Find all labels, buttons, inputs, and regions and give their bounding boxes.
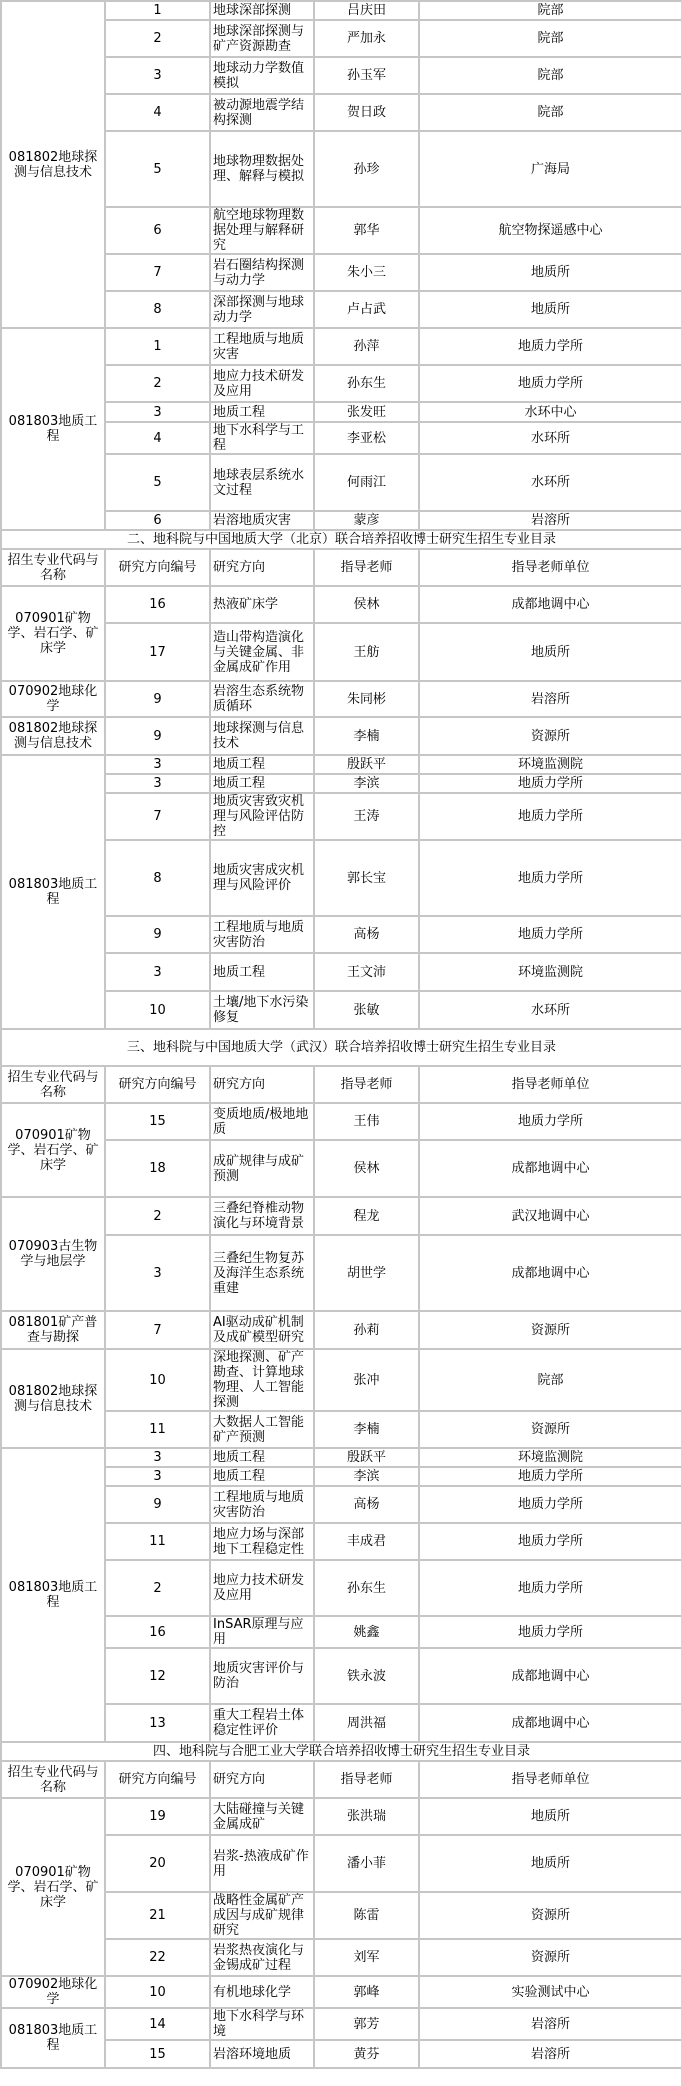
section-title-row	[1, 1029, 681, 1066]
teacher-cell: 孙珍	[314, 131, 419, 207]
table-row	[1, 328, 681, 365]
unit-cell: 岩溶所	[419, 2008, 681, 2040]
unit-cell: 武汉地调中心	[419, 1197, 681, 1235]
teacher-cell: 孙玉军	[314, 57, 419, 94]
teacher-cell: 朱同彬	[314, 681, 419, 717]
major-cell: 070901矿物学、岩石学、矿床学	[1, 586, 105, 681]
direction-cell: 岩溶地质灾害	[210, 511, 314, 530]
teacher-cell: 刘军	[314, 1939, 419, 1976]
teacher-cell: 黄芬	[314, 2040, 419, 2068]
direction-code-cell: 3	[105, 1235, 210, 1311]
major-cell: 070901矿物学、岩石学、矿床学	[1, 1798, 105, 1976]
major-cell: 070902地球化学	[1, 1976, 105, 2008]
direction-cell: InSAR原理与应用	[210, 1616, 314, 1648]
direction-code-cell: 4	[105, 94, 210, 131]
unit-cell: 地质力学所	[419, 916, 681, 953]
teacher-cell: 孙东生	[314, 1560, 419, 1616]
header-direction: 研究方向	[210, 1761, 314, 1798]
unit-cell: 岩溶所	[419, 681, 681, 717]
direction-code-cell: 19	[105, 1798, 210, 1835]
header-code: 研究方向编号	[105, 549, 210, 586]
direction-cell: 造山带构造演化与关键金属、非金属成矿作用	[210, 623, 314, 681]
teacher-cell: 潘小菲	[314, 1835, 419, 1892]
direction-code-cell: 21	[105, 1892, 210, 1939]
direction-cell: 航空地球物理数据处理与解释研究	[210, 207, 314, 254]
major-cell: 081801矿产普查与勘探	[1, 1311, 105, 1349]
teacher-cell: 蒙彦	[314, 511, 419, 530]
header-unit: 指导老师单位	[419, 1066, 681, 1103]
direction-cell: 岩溶环境地质	[210, 2040, 314, 2068]
unit-cell: 资源所	[419, 1411, 681, 1448]
teacher-cell: 何雨江	[314, 454, 419, 511]
direction-cell: 地应力技术研发及应用	[210, 1560, 314, 1616]
unit-cell: 成都地调中心	[419, 1648, 681, 1704]
direction-cell: 地质工程	[210, 953, 314, 991]
teacher-cell: 王文沛	[314, 953, 419, 991]
major-cell: 081803地质工程	[1, 755, 105, 1029]
direction-cell: 岩浆热夜演化与金锡成矿过程	[210, 1939, 314, 1976]
direction-cell: 地质灾害成灾机理与风险评价	[210, 840, 314, 916]
unit-cell: 成都地调中心	[419, 1235, 681, 1311]
direction-code-cell: 1	[105, 1, 210, 20]
direction-code-cell: 4	[105, 422, 210, 454]
header-teacher: 指导老师	[314, 1066, 419, 1103]
major-cell: 081802地球探测与信息技术	[1, 1349, 105, 1448]
direction-code-cell: 3	[105, 57, 210, 94]
teacher-cell: 王涛	[314, 793, 419, 840]
header-teacher: 指导老师	[314, 1761, 419, 1798]
section-title-row	[1, 530, 681, 549]
unit-cell: 资源所	[419, 1311, 681, 1349]
direction-cell: 工程地质与地质灾害防治	[210, 916, 314, 953]
direction-code-cell: 17	[105, 623, 210, 681]
direction-cell: 地质工程	[210, 774, 314, 793]
direction-code-cell: 14	[105, 2008, 210, 2040]
header-direction: 研究方向	[210, 549, 314, 586]
direction-code-cell: 12	[105, 1648, 210, 1704]
direction-cell: 成矿规律与成矿预测	[210, 1140, 314, 1197]
direction-cell: 地质工程	[210, 1467, 314, 1486]
direction-cell: 地球深部探测	[210, 1, 314, 20]
direction-code-cell: 9	[105, 681, 210, 717]
unit-cell: 地质所	[419, 291, 681, 328]
unit-cell: 资源所	[419, 717, 681, 755]
teacher-cell: 张敏	[314, 991, 419, 1029]
unit-cell: 地质力学所	[419, 1523, 681, 1560]
table-row	[1, 2008, 681, 2040]
direction-cell: 地质灾害评价与防治	[210, 1648, 314, 1704]
teacher-cell: 王伟	[314, 1103, 419, 1140]
major-cell: 081802地球探测与信息技术	[1, 717, 105, 755]
major-cell: 070902地球化学	[1, 681, 105, 717]
direction-cell: 工程地质与地质灾害防治	[210, 1486, 314, 1523]
teacher-cell: 程龙	[314, 1197, 419, 1235]
unit-cell: 地质所	[419, 1835, 681, 1892]
teacher-cell: 李滨	[314, 1467, 419, 1486]
direction-cell: AI驱动成矿机制及成矿模型研究	[210, 1311, 314, 1349]
direction-cell: 地应力技术研发及应用	[210, 365, 314, 402]
major-cell: 081803地质工程	[1, 328, 105, 530]
teacher-cell: 丰成君	[314, 1523, 419, 1560]
major-cell: 081802地球探测与信息技术	[1, 1, 105, 328]
direction-cell: 被动源地震学结构探测	[210, 94, 314, 131]
direction-cell: 三叠纪生物复苏及海洋生态系统重建	[210, 1235, 314, 1311]
unit-cell: 资源所	[419, 1892, 681, 1939]
header-row	[1, 1761, 681, 1798]
direction-cell: 重大工程岩土体稳定性评价	[210, 1704, 314, 1742]
direction-code-cell: 6	[105, 511, 210, 530]
table-row	[1, 1976, 681, 2008]
direction-cell: 岩溶生态系统物质循环	[210, 681, 314, 717]
unit-cell: 地质力学所	[419, 774, 681, 793]
unit-cell: 院部	[419, 57, 681, 94]
direction-code-cell: 16	[105, 1616, 210, 1648]
direction-cell: 变质地质/极地地质	[210, 1103, 314, 1140]
direction-code-cell: 10	[105, 1976, 210, 2008]
direction-code-cell: 7	[105, 793, 210, 840]
direction-code-cell: 20	[105, 1835, 210, 1892]
unit-cell: 水环所	[419, 454, 681, 511]
direction-code-cell: 6	[105, 207, 210, 254]
direction-code-cell: 10	[105, 1349, 210, 1411]
teacher-cell: 孙萍	[314, 328, 419, 365]
direction-code-cell: 3	[105, 1448, 210, 1467]
header-code: 研究方向编号	[105, 1761, 210, 1798]
unit-cell: 地质所	[419, 254, 681, 291]
teacher-cell: 张冲	[314, 1349, 419, 1411]
table-row	[1, 755, 681, 774]
table-row	[1, 1349, 681, 1411]
direction-cell: 地球物理数据处理、解释与模拟	[210, 131, 314, 207]
table-row	[1, 586, 681, 623]
teacher-cell: 孙莉	[314, 1311, 419, 1349]
direction-cell: 地下水科学与环境	[210, 2008, 314, 2040]
direction-cell: 地球深部探测与矿产资源勘查	[210, 20, 314, 57]
teacher-cell: 侯林	[314, 586, 419, 623]
unit-cell: 地质力学所	[419, 1467, 681, 1486]
unit-cell: 环境监测院	[419, 953, 681, 991]
table-row	[1, 681, 681, 717]
unit-cell: 地质力学所	[419, 1486, 681, 1523]
direction-code-cell: 3	[105, 402, 210, 422]
teacher-cell: 陈雷	[314, 1892, 419, 1939]
unit-cell: 岩溶所	[419, 511, 681, 530]
direction-cell: 地球探测与信息技术	[210, 717, 314, 755]
unit-cell: 水环所	[419, 422, 681, 454]
header-direction: 研究方向	[210, 1066, 314, 1103]
direction-cell: 热液矿床学	[210, 586, 314, 623]
teacher-cell: 张洪瑞	[314, 1798, 419, 1835]
teacher-cell: 郭长宝	[314, 840, 419, 916]
header-major: 招生专业代码与名称	[1, 1761, 105, 1798]
teacher-cell: 孙东生	[314, 365, 419, 402]
direction-cell: 地球动力学数值模拟	[210, 57, 314, 94]
table-row	[1, 717, 681, 755]
unit-cell: 地质力学所	[419, 1560, 681, 1616]
unit-cell: 水环所	[419, 991, 681, 1029]
direction-code-cell: 1	[105, 328, 210, 365]
unit-cell: 资源所	[419, 1939, 681, 1976]
direction-code-cell: 2	[105, 1197, 210, 1235]
table-row	[1, 1798, 681, 1835]
direction-code-cell: 16	[105, 586, 210, 623]
direction-code-cell: 22	[105, 1939, 210, 1976]
direction-code-cell: 15	[105, 1103, 210, 1140]
section-title: 四、地科院与合肥工业大学联合培养招收博士研究生招生专业目录	[1, 1742, 681, 1761]
unit-cell: 成都地调中心	[419, 586, 681, 623]
direction-code-cell: 11	[105, 1411, 210, 1448]
direction-cell: 地质灾害致灾机理与风险评估防控	[210, 793, 314, 840]
direction-cell: 深地探测、矿产勘查、计算地球物理、人工智能探测	[210, 1349, 314, 1411]
teacher-cell: 高杨	[314, 1486, 419, 1523]
unit-cell: 广海局	[419, 131, 681, 207]
unit-cell: 院部	[419, 94, 681, 131]
unit-cell: 院部	[419, 20, 681, 57]
teacher-cell: 周洪福	[314, 1704, 419, 1742]
unit-cell: 成都地调中心	[419, 1704, 681, 1742]
direction-code-cell: 3	[105, 1467, 210, 1486]
header-major: 招生专业代码与名称	[1, 1066, 105, 1103]
direction-cell: 三叠纪脊椎动物演化与环境背景	[210, 1197, 314, 1235]
direction-code-cell: 8	[105, 840, 210, 916]
unit-cell: 地质力学所	[419, 328, 681, 365]
table-row	[1, 1, 681, 20]
major-cell: 070903古生物学与地层学	[1, 1197, 105, 1311]
teacher-cell: 朱小三	[314, 254, 419, 291]
teacher-cell: 卢占武	[314, 291, 419, 328]
unit-cell: 地质力学所	[419, 1616, 681, 1648]
direction-cell: 大数据人工智能矿产预测	[210, 1411, 314, 1448]
header-teacher: 指导老师	[314, 549, 419, 586]
unit-cell: 地质力学所	[419, 1103, 681, 1140]
direction-code-cell: 5	[105, 454, 210, 511]
direction-code-cell: 13	[105, 1704, 210, 1742]
direction-code-cell: 2	[105, 1560, 210, 1616]
unit-cell: 院部	[419, 1, 681, 20]
direction-cell: 地应力场与深部地下工程稳定性	[210, 1523, 314, 1560]
direction-code-cell: 15	[105, 2040, 210, 2068]
major-cell: 081803地质工程	[1, 1448, 105, 1742]
direction-cell: 深部探测与地球动力学	[210, 291, 314, 328]
unit-cell: 地质力学所	[419, 365, 681, 402]
unit-cell: 地质力学所	[419, 840, 681, 916]
table-row	[1, 1103, 681, 1140]
teacher-cell: 高杨	[314, 916, 419, 953]
teacher-cell: 姚鑫	[314, 1616, 419, 1648]
direction-cell: 地质工程	[210, 1448, 314, 1467]
direction-cell: 工程地质与地质灾害	[210, 328, 314, 365]
teacher-cell: 郭华	[314, 207, 419, 254]
unit-cell: 院部	[419, 1349, 681, 1411]
direction-code-cell: 7	[105, 1311, 210, 1349]
direction-cell: 地下水科学与工程	[210, 422, 314, 454]
teacher-cell: 铁永波	[314, 1648, 419, 1704]
unit-cell: 航空物探遥感中心	[419, 207, 681, 254]
unit-cell: 环境监测院	[419, 755, 681, 774]
teacher-cell: 李楠	[314, 1411, 419, 1448]
unit-cell: 环境监测院	[419, 1448, 681, 1467]
direction-cell: 战略性金属矿产成因与成矿规律研究	[210, 1892, 314, 1939]
direction-code-cell: 5	[105, 131, 210, 207]
header-unit: 指导老师单位	[419, 549, 681, 586]
direction-code-cell: 10	[105, 991, 210, 1029]
teacher-cell: 吕庆田	[314, 1, 419, 20]
major-cell: 081803地质工程	[1, 2008, 105, 2068]
header-major: 招生专业代码与名称	[1, 549, 105, 586]
unit-cell: 地质力学所	[419, 793, 681, 840]
teacher-cell: 李滨	[314, 774, 419, 793]
teacher-cell: 贺日政	[314, 94, 419, 131]
table-body	[1, 1, 681, 2068]
unit-cell: 水环中心	[419, 402, 681, 422]
unit-cell: 成都地调中心	[419, 1140, 681, 1197]
direction-cell: 土壤/地下水污染修复	[210, 991, 314, 1029]
direction-code-cell: 8	[105, 291, 210, 328]
teacher-cell: 郭峰	[314, 1976, 419, 2008]
teacher-cell: 郭芳	[314, 2008, 419, 2040]
table-row	[1, 1197, 681, 1235]
direction-code-cell: 3	[105, 755, 210, 774]
direction-code-cell: 7	[105, 254, 210, 291]
major-cell: 070901矿物学、岩石学、矿床学	[1, 1103, 105, 1197]
direction-cell: 地质工程	[210, 755, 314, 774]
teacher-cell: 李亚松	[314, 422, 419, 454]
direction-code-cell: 9	[105, 717, 210, 755]
direction-code-cell: 11	[105, 1523, 210, 1560]
direction-cell: 岩石圈结构探测与动力学	[210, 254, 314, 291]
header-code: 研究方向编号	[105, 1066, 210, 1103]
direction-code-cell: 9	[105, 1486, 210, 1523]
header-unit: 指导老师单位	[419, 1761, 681, 1798]
teacher-cell: 严加永	[314, 20, 419, 57]
section-title-row	[1, 1742, 681, 1761]
section-title: 三、地科院与中国地质大学（武汉）联合培养招收博士研究生招生专业目录	[1, 1029, 681, 1066]
teacher-cell: 张发旺	[314, 402, 419, 422]
teacher-cell: 殷跃平	[314, 755, 419, 774]
direction-code-cell: 3	[105, 774, 210, 793]
unit-cell: 岩溶所	[419, 2040, 681, 2068]
teacher-cell: 殷跃平	[314, 1448, 419, 1467]
direction-cell: 大陆碰撞与关键金属成矿	[210, 1798, 314, 1835]
teacher-cell: 李楠	[314, 717, 419, 755]
direction-cell: 地质工程	[210, 402, 314, 422]
direction-code-cell: 3	[105, 953, 210, 991]
table-row	[1, 1311, 681, 1349]
header-row	[1, 1066, 681, 1103]
direction-cell: 地球表层系统水文过程	[210, 454, 314, 511]
direction-code-cell: 2	[105, 20, 210, 57]
table-row	[1, 1448, 681, 1467]
unit-cell: 地质所	[419, 623, 681, 681]
unit-cell: 实验测试中心	[419, 1976, 681, 2008]
teacher-cell: 侯林	[314, 1140, 419, 1197]
section-title: 二、地科院与中国地质大学（北京）联合培养招收博士研究生招生专业目录	[1, 530, 681, 549]
header-row	[1, 549, 681, 586]
direction-code-cell: 18	[105, 1140, 210, 1197]
direction-cell: 有机地球化学	[210, 1976, 314, 2008]
unit-cell: 地质所	[419, 1798, 681, 1835]
direction-code-cell: 9	[105, 916, 210, 953]
direction-code-cell: 2	[105, 365, 210, 402]
teacher-cell: 胡世学	[314, 1235, 419, 1311]
direction-cell: 岩浆-热液成矿作用	[210, 1835, 314, 1892]
teacher-cell: 王舫	[314, 623, 419, 681]
